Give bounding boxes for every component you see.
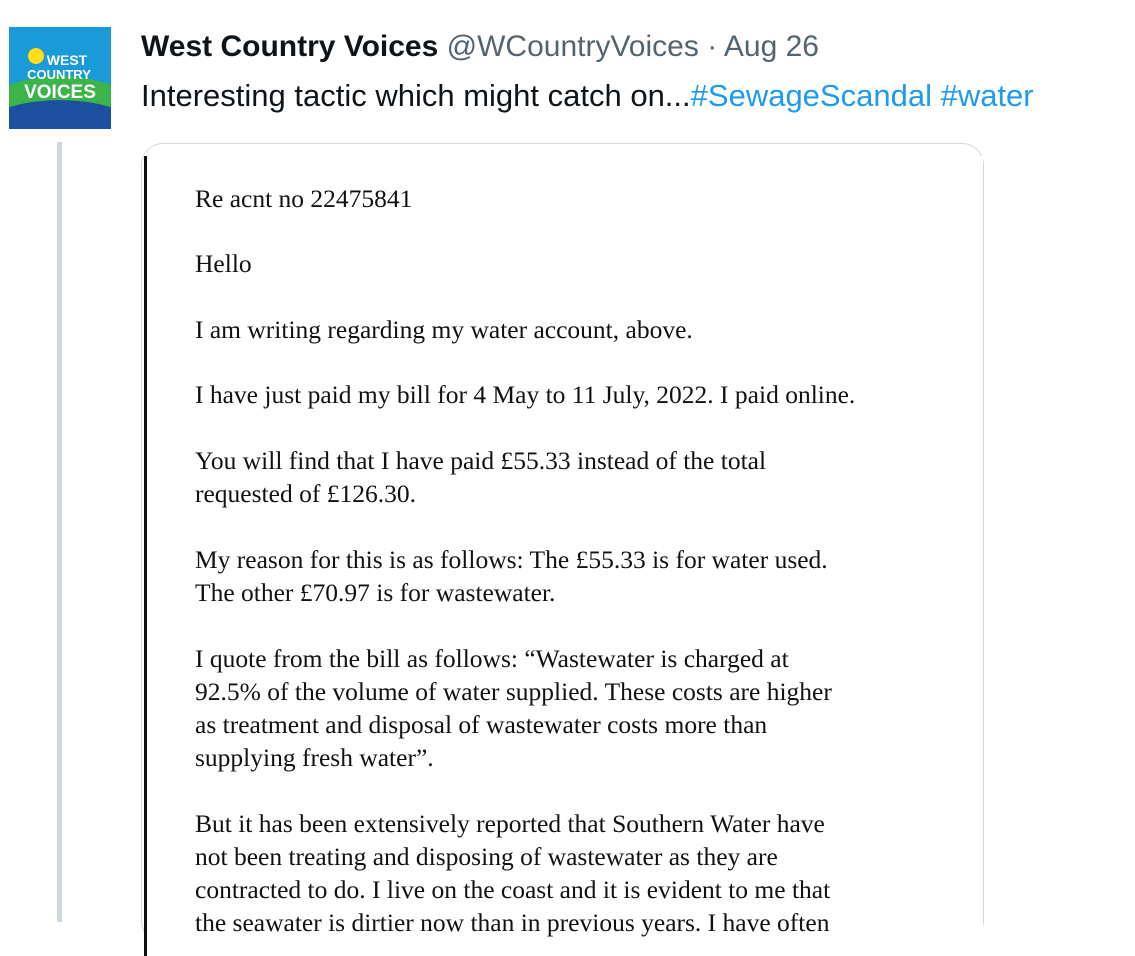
display-name[interactable]: West Country Voices — [141, 30, 439, 63]
svg-text:COUNTRY: COUNTRY — [27, 67, 91, 82]
letter-line: I am writing regarding my water account, above. — [195, 315, 693, 344]
letter-line: But it has been extensively reported that Southern Water have — [195, 809, 825, 838]
letter-line: The other £70.97 is for wastewater. — [195, 578, 556, 607]
svg-text:WEST: WEST — [46, 52, 88, 68]
tweet-date[interactable]: Aug 26 — [723, 30, 819, 63]
letter-line: You will find that I have paid £55.33 instead of the total — [195, 446, 767, 475]
avatar[interactable] — [9, 27, 111, 129]
letter-line: Re acnt no 22475841 — [195, 184, 413, 213]
hashtag-sewage-scandal[interactable]: #SewageScandal — [690, 78, 932, 113]
tweet-body: Interesting tactic which might catch on... — [141, 78, 691, 113]
sun-icon — [28, 48, 44, 64]
letter-line: Hello — [195, 249, 252, 278]
tweet-header — [141, 29, 819, 65]
letter-line: requested of £126.30. — [195, 479, 416, 508]
letter-line: My reason for this is as follows: The £55.33 is for water used. — [195, 545, 828, 574]
letter-line: I quote from the bill as follows: “Wastewater is charged at — [195, 644, 789, 673]
letter-line: I have just paid my bill for 4 May to 11 July, 2022. I paid online. — [195, 380, 856, 409]
thread-line — [57, 142, 62, 922]
letter-line: 92.5% of the volume of water supplied. These costs are higher — [195, 677, 832, 706]
letter-line: contracted to do. I live on the coast and it is evident to me that — [195, 875, 831, 904]
letter-document — [144, 156, 983, 956]
user-handle[interactable]: @WCountryVoices — [446, 30, 699, 63]
hashtag-water[interactable]: #water — [940, 78, 1034, 113]
letter-line: supplying fresh water”. — [195, 743, 434, 772]
west-country-voices-logo — [9, 27, 111, 129]
separator-dot: · — [707, 30, 718, 63]
tweet-text — [141, 77, 1034, 115]
letter-line: the seawater is dirtier now than in previous years. I have often — [195, 908, 830, 937]
letter-line: as treatment and disposal of wastewater costs more than — [195, 710, 768, 739]
media-image[interactable] — [141, 143, 984, 943]
letter-line: not been treating and disposing of wastewater as they are — [195, 842, 778, 871]
svg-text:VOICES: VOICES — [24, 82, 96, 103]
